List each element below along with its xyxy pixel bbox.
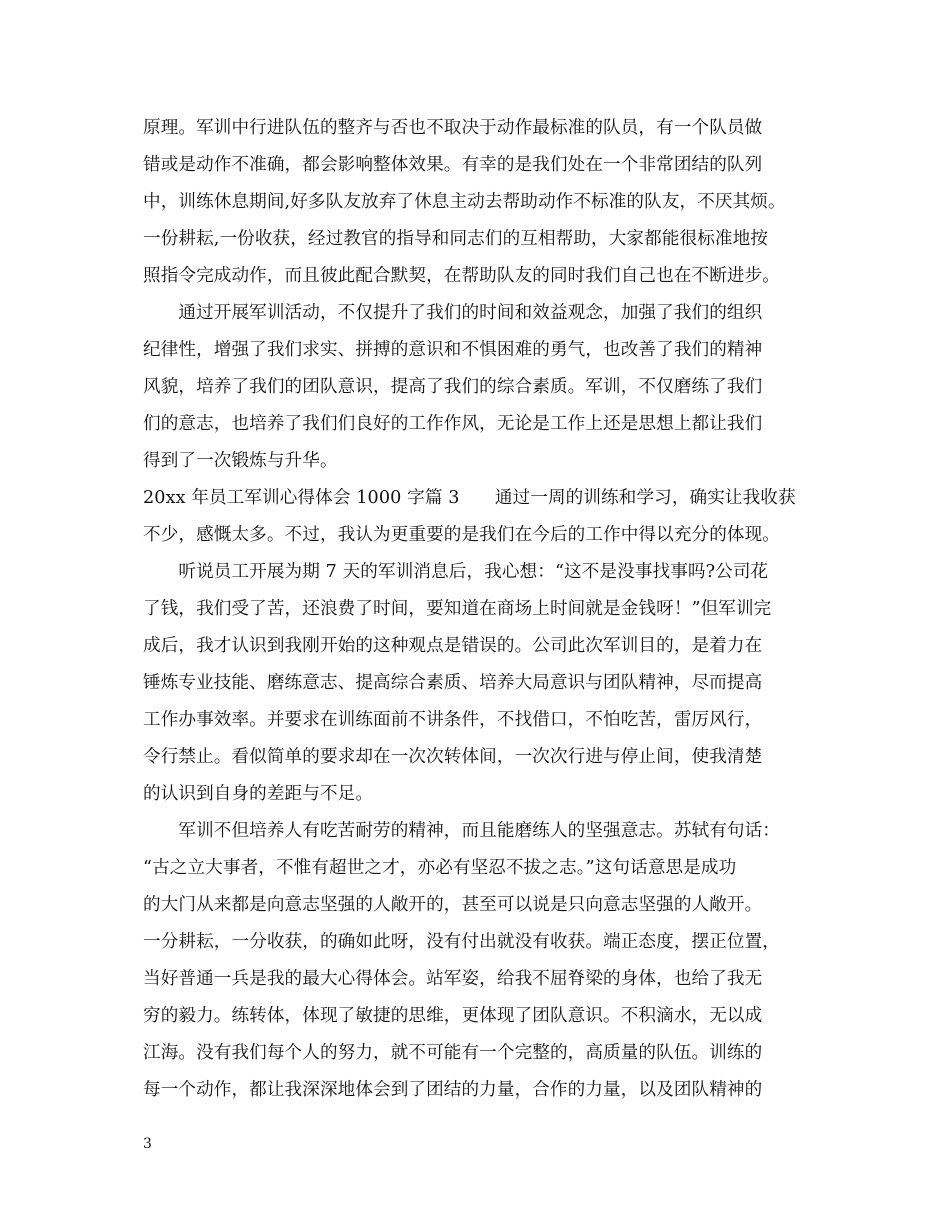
text-line: 工作办事效率。并要求在训练面前不讲条件，不找借口，不怕吃苦，雷厉风行， (143, 710, 763, 730)
text-line: 了钱，我们受了苦，还浪费了时间，要知道在商场上时间就是金钱呀！”但军训完 (143, 599, 772, 619)
text-line: 每一个动作，都让我深深地体会到了团结的力量，合作的力量，以及团队精神的 (143, 1080, 763, 1100)
text-line: 成后，我才认识到我刚开始的这种观点是错误的。公司此次军训目的，是着力在 (143, 636, 763, 656)
text-line: 的认识到自身的差距与不足。 (143, 784, 374, 804)
text-line: 一分耕耘，一分收获，的确如此呀，没有付出就没有收获。端正态度，摆正位置， (143, 932, 780, 952)
text-line: 穷的毅力。练转体，体现了敏捷的思维，更体现了团队意识。不积滴水，无以成 (143, 1006, 763, 1026)
text-line: 当好普通一兵是我的最大心得体会。站军姿，给我不屈脊梁的身体，也给了我无 (143, 969, 763, 989)
text-line: 中，训练休息期间,好多队友放弃了休息主动去帮助动作不标准的队友，不厌其烦。 (143, 192, 786, 212)
text-line: 照指令完成动作，而且彼此配合默契，在帮助队友的同时我们自己也在不断进步。 (143, 266, 780, 286)
text-line: 风貌，培养了我们的团队意识，提高了我们的综合素质。军训，不仅磨练了我们 (143, 377, 763, 397)
section-heading-line: 20xx 年员工军训心得体会 1000 字篇 3 通过一周的训练和学习，确实让我收获 (143, 488, 796, 508)
text-line: 的大门从来都是向意志坚强的人敞开的，甚至可以说是只向意志坚强的人敞开。 (143, 895, 763, 915)
text-line: 原理。军训中行进队伍的整齐与否也不取决于动作最标准的队员，有一个队员做 (143, 118, 763, 138)
text-line: 听说员工开展为期 7 天的军训消息后，我心想：“这不是没事找事吗?公司花 (143, 562, 769, 582)
text-line: 锤炼专业技能、磨练意志、提高综合素质、培养大局意识与团队精神，尽而提高 (143, 673, 763, 693)
text-line: 通过开展军训活动，不仅提升了我们的时间和效益观念，加强了我们的组织 (143, 303, 763, 323)
text-line: 错或是动作不准确，都会影响整体效果。有幸的是我们处在一个非常团结的队列 (143, 155, 763, 175)
text-line: 纪律性，增强了我们求实、拼搏的意识和不惧困难的勇气，也改善了我们的精神 (143, 340, 763, 360)
text-line: 军训不但培养人有吃苦耐劳的精神，而且能磨练人的坚强意志。苏轼有句话： (143, 821, 780, 841)
text-line: 不少，感慨太多。不过，我认为更重要的是我们在今后的工作中得以充分的体现。 (143, 525, 780, 545)
text-line: “古之立大事者，不惟有超世之才，亦必有坚忍不拔之志。”这句话意思是成功 (143, 858, 737, 878)
text-line: 令行禁止。看似简单的要求却在一次次转体间，一次次行进与停止间，使我清楚 (143, 747, 763, 767)
text-line: 江海。没有我们每个人的努力，就不可能有一个完整的，高质量的队伍。训练的 (143, 1043, 763, 1063)
text-line: 一份耕耘,一份收获，经过教官的指导和同志们的互相帮助，大家都能很标准地按 (143, 229, 768, 249)
text-line: 得到了一次锻炼与升华。 (143, 451, 338, 471)
page-number: 3 (143, 1136, 152, 1152)
text-line: 们的意志，也培养了我们们良好的工作作风，无论是工作上还是思想上都让我们 (143, 414, 763, 434)
